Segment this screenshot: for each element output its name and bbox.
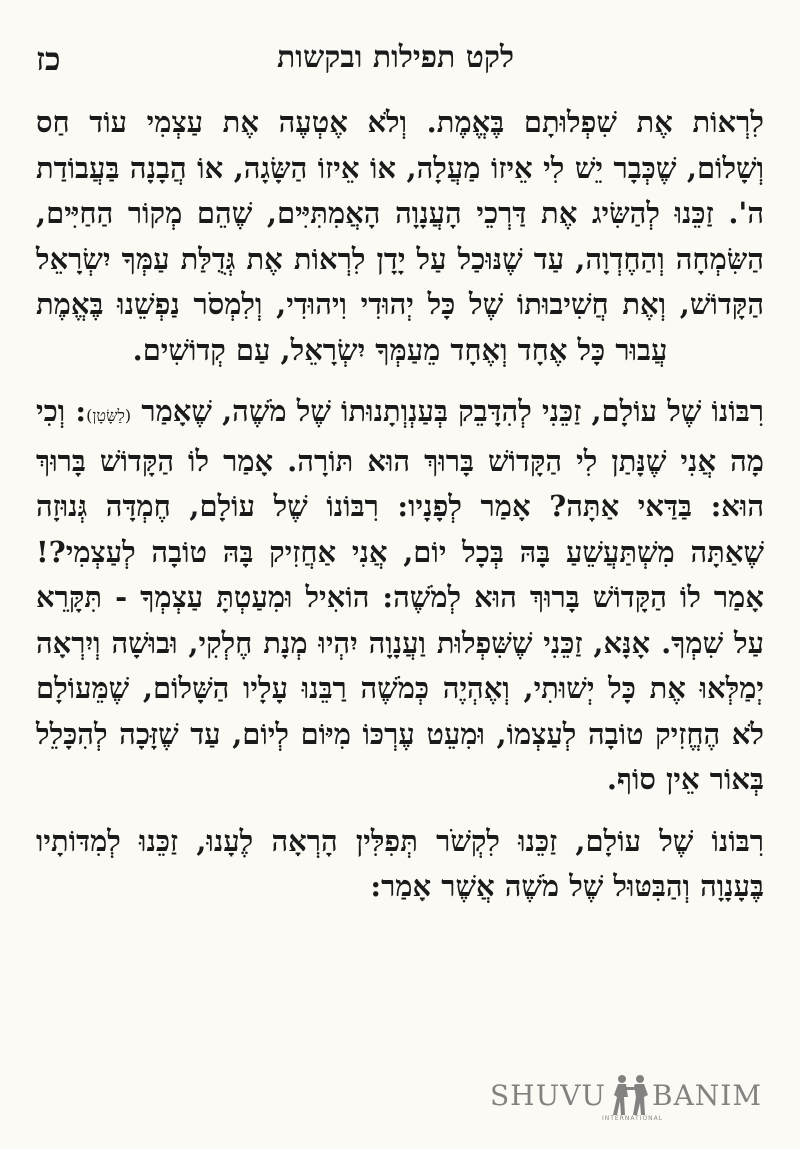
watermark-subtitle: INTERNATIONAL	[602, 1115, 664, 1122]
paragraph-2-body: : וְכִי מָה אֲנִי שֶׁנָּתַן לִי הַקָּדוֹשׁ בָּרוּךְ הוּא תּוֹרָה. אָמַר לוֹ הַקָּדוֹשׁ בָּרוּךְ הוּא: בַּדַּאי אַתָּה? אָמַר לְפָנָיו: רִבּוֹנוֹ שֶׁל עוֹלָם, חֶמְדָּה גְּנוּזָה שֶׁאַתָּה מִשְׁתַּעֲשֵׁעַ בָּהּ בְּכָל יוֹם, אֲנִי אַחֲזִיק בָּהּ טוֹבָה לְעַצְמִי?! אָמַר לוֹ הַקָּדוֹשׁ בָּרוּךְ הוּא לְמֹשֶׁה: הוֹאִיל וּמִעַטְתָּ עַצְמְךָ - תִּקָּרֵא עַל שִׁמְךָ. אָנָּא, זַכֵּנִי שֶׁשִּׁפְלוּת וַעֲנָוָה יִהְיוּ מְנָת חֶלְקִי, וּבוּשָׁה וְיִרְאָה יְמַלְּאוּ אֶת כָּל יְשׁוּתִי, וְאֶהְיֶה כְּמֹשֶׁה רַבֵּנוּ עָלָיו הַשָּׁלוֹם, שֶׁמֵּעוֹלָם לֹא הֶחֱזִיק טוֹבָה לְעַצְמוֹ, וּמִעֵט עֶרְכּוֹ מִיּוֹם לְיוֹם, עַד שֶׁזָּכָה לְהִכָּלֵל בְּאוֹר אֵין סוֹף.	[36, 394, 764, 796]
paragraph-2-note: (לַשָּׂטָן)	[86, 406, 132, 425]
watermark-right-text: BANIM	[652, 1079, 763, 1112]
page-header	[36, 40, 764, 82]
page-number: כז	[36, 40, 61, 78]
paragraph-2-opening: רִבּוֹנוֹ שֶׁל עוֹלָם, זַכֵּנִי לְהִדָּבֵק בְּעַנְוְתָנוּתוֹ שֶׁל מֹשֶׁה, שֶׁאָמַר	[131, 394, 764, 428]
watermark-left-text: SHUVU	[490, 1079, 607, 1112]
running-title: לקט תפילות ובקשות	[277, 40, 514, 75]
paragraph-3: רִבּוֹנוֹ שֶׁל עוֹלָם, זַכֵּנוּ לִקְשֹׁר תְּפִלִּין הָרְאָה לֶעָנוּ, זַכֵּנוּ לְמִדּוֹתָיו בֶּעָנָוָה וְהַבִּטּוּל שֶׁל מֹשֶׁה אֲשֶׁר אָמַר:	[36, 823, 764, 903]
prayer-text	[36, 100, 764, 910]
paragraph-2	[36, 389, 764, 803]
shuvu-banim-watermark	[490, 1073, 790, 1133]
dancers-logo-icon	[608, 1073, 654, 1119]
paragraph-1: לִרְאוֹת אֶת שִׁפְלוּתָם בֶּאֱמֶת. וְלֹא אֶטְעֶה אֶת עַצְמִי עוֹד חַס וְשָׁלוֹם, שֶׁכְּבָר יֵשׁ לִי אֵיזוֹ מַעֲלָה, אוֹ אֵיזוֹ הַשָּׂגָה, אוֹ הֲבָנָה בַּעֲבוֹדַת ה'. זַכֵּנוּ לְהַשִּׂיג אֶת דַּרְכֵי הָעֲנָוָה הָאֲמִתִּיִּים, שֶׁהֵם מְקוֹר הַחַיִּים, הַשִּׂמְחָה וְהַחֶדְוָה, עַד שֶׁנּוּכַל עַל יָדָן לִרְאוֹת אֶת גְּדֻלַּת עַמְּךָ יִשְׂרָאֵל הַקָּדוֹשׁ, וְאֶת חֲשִׁיבוּתוֹ שֶׁל כָּל יְהוּדִי וִיהוּדִי, וְלִמְסֹר נַפְשֵׁנוּ בֶּאֱמֶת עֲבוּר כָּל אֶחָד וְאֶחָד מֵעַמְּךָ יִשְׂרָאֵל, עַם קְדוֹשִׁים.	[36, 105, 764, 367]
